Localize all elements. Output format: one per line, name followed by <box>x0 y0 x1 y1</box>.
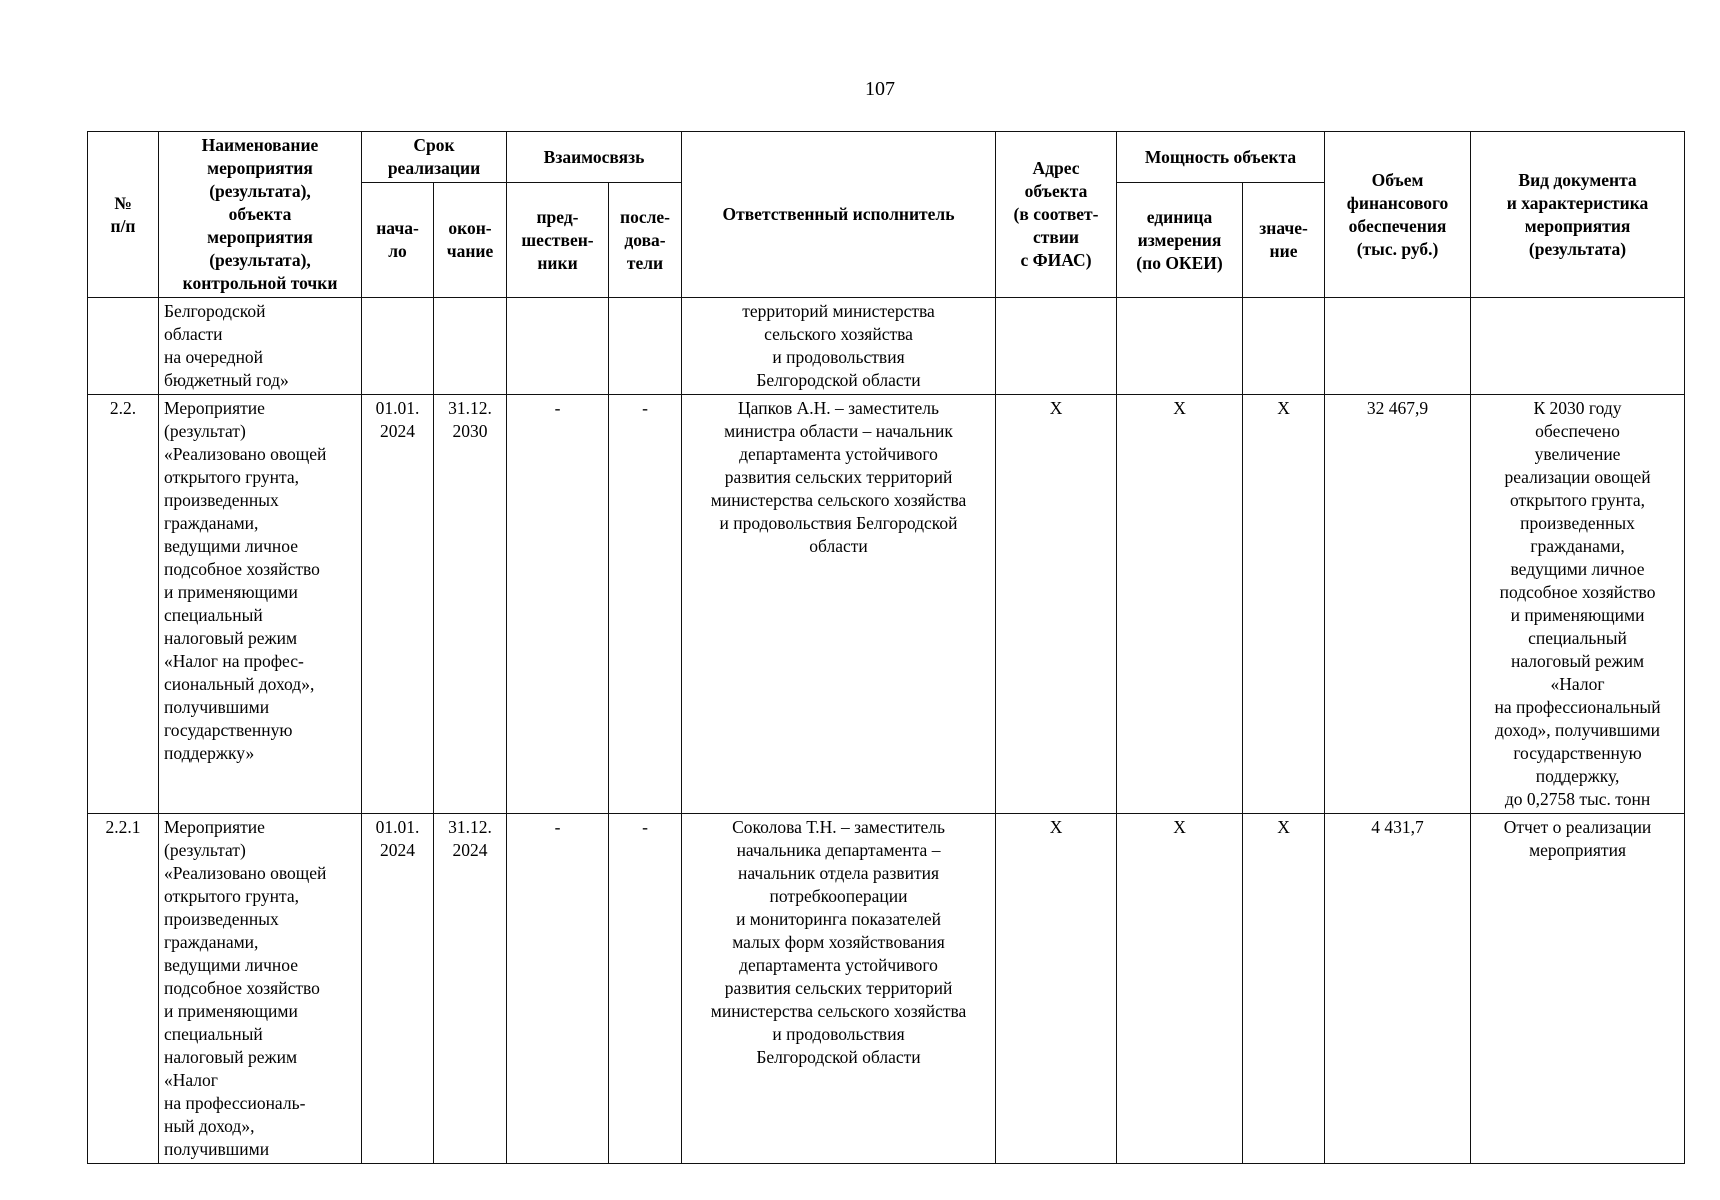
header-capacity: Мощность объекта <box>1117 132 1325 183</box>
header-relation: Взаимосвязь <box>507 132 682 183</box>
cell-succ <box>609 298 682 395</box>
header-period: Срок реализации <box>362 132 507 183</box>
cell-start: 01.01. 2024 <box>362 395 434 814</box>
table-row <box>88 395 1685 814</box>
header-unit: единица измерения (по ОКЕИ) <box>1117 183 1243 298</box>
header-row-1 <box>88 132 1685 183</box>
activities-table <box>87 131 1685 1164</box>
cell-funding <box>1325 298 1471 395</box>
cell-name: Мероприятие (результат) «Реализовано овощей открытого грунта, произведенных гражданами, ведущими личное подсобное хозяйство и применяющими специальный налоговый режим «Налог на профес- сиональный доход», получившими государственную поддержку» <box>159 395 362 814</box>
table-row <box>88 298 1685 395</box>
cell-end: 31.12. 2030 <box>434 395 507 814</box>
cell-funding: 4 431,7 <box>1325 814 1471 1164</box>
cell-num: 2.2.1 <box>88 814 159 1164</box>
header-executor: Ответственный исполнитель <box>682 132 996 298</box>
header-value: значе- ние <box>1243 183 1325 298</box>
cell-pred <box>507 298 609 395</box>
cell-pred: - <box>507 814 609 1164</box>
header-predecessors: пред- шествен- ники <box>507 183 609 298</box>
cell-value: X <box>1243 395 1325 814</box>
cell-address <box>996 298 1117 395</box>
cell-num: 2.2. <box>88 395 159 814</box>
cell-address: X <box>996 814 1117 1164</box>
cell-executor: территорий министерства сельского хозяйства и продовольствия Белгородской области <box>682 298 996 395</box>
cell-end: 31.12. 2024 <box>434 814 507 1164</box>
cell-unit <box>1117 298 1243 395</box>
cell-address: X <box>996 395 1117 814</box>
cell-num <box>88 298 159 395</box>
header-end: окон- чание <box>434 183 507 298</box>
cell-start: 01.01. 2024 <box>362 814 434 1164</box>
cell-funding: 32 467,9 <box>1325 395 1471 814</box>
cell-doc <box>1471 298 1685 395</box>
cell-end <box>434 298 507 395</box>
cell-doc: К 2030 году обеспечено увеличение реализации овощей открытого грунта, произведенных гражданами, ведущими личное подсобное хозяйство и применяющими специальный налоговый режим «Налог на профессиональный доход», получившими государственную поддержку, до 0,2758 тыс. тонн <box>1471 395 1685 814</box>
cell-start <box>362 298 434 395</box>
cell-unit: X <box>1117 395 1243 814</box>
header-name: Наименование мероприятия (результата), объекта мероприятия (результата), контрольной точки <box>159 132 362 298</box>
cell-pred: - <box>507 395 609 814</box>
cell-succ: - <box>609 395 682 814</box>
header-start: нача- ло <box>362 183 434 298</box>
cell-name: Белгородской области на очередной бюджетный год» <box>159 298 362 395</box>
header-num: № п/п <box>88 132 159 298</box>
cell-value <box>1243 298 1325 395</box>
header-doc-type: Вид документа и характеристика мероприятия (результата) <box>1471 132 1685 298</box>
cell-unit: X <box>1117 814 1243 1164</box>
cell-doc: Отчет о реализации мероприятия <box>1471 814 1685 1164</box>
header-address: Адрес объекта (в соответ- ствии с ФИАС) <box>996 132 1117 298</box>
page-number: 107 <box>865 78 895 100</box>
header-successors: после- дова- тели <box>609 183 682 298</box>
cell-executor: Цапков А.Н. – заместитель министра области – начальник департамента устойчивого развития сельских территорий министерства сельского хозяйства и продовольствия Белгородской области <box>682 395 996 814</box>
cell-succ: - <box>609 814 682 1164</box>
cell-value: X <box>1243 814 1325 1164</box>
header-funding: Объем финансового обеспечения (тыс. руб.) <box>1325 132 1471 298</box>
cell-name: Мероприятие (результат) «Реализовано овощей открытого грунта, произведенных гражданами, ведущими личное подсобное хозяйство и применяющими специальный налоговый режим «Налог на профессиональ- ный доход», получившими <box>159 814 362 1164</box>
table-row <box>88 814 1685 1164</box>
cell-executor: Соколова Т.Н. – заместитель начальника департамента – начальник отдела развития потребкооперации и мониторинга показателей малых форм хозяйствования департамента устойчивого развития сельских территорий министерства сельского хозяйства и продовольствия Белгородской области <box>682 814 996 1164</box>
